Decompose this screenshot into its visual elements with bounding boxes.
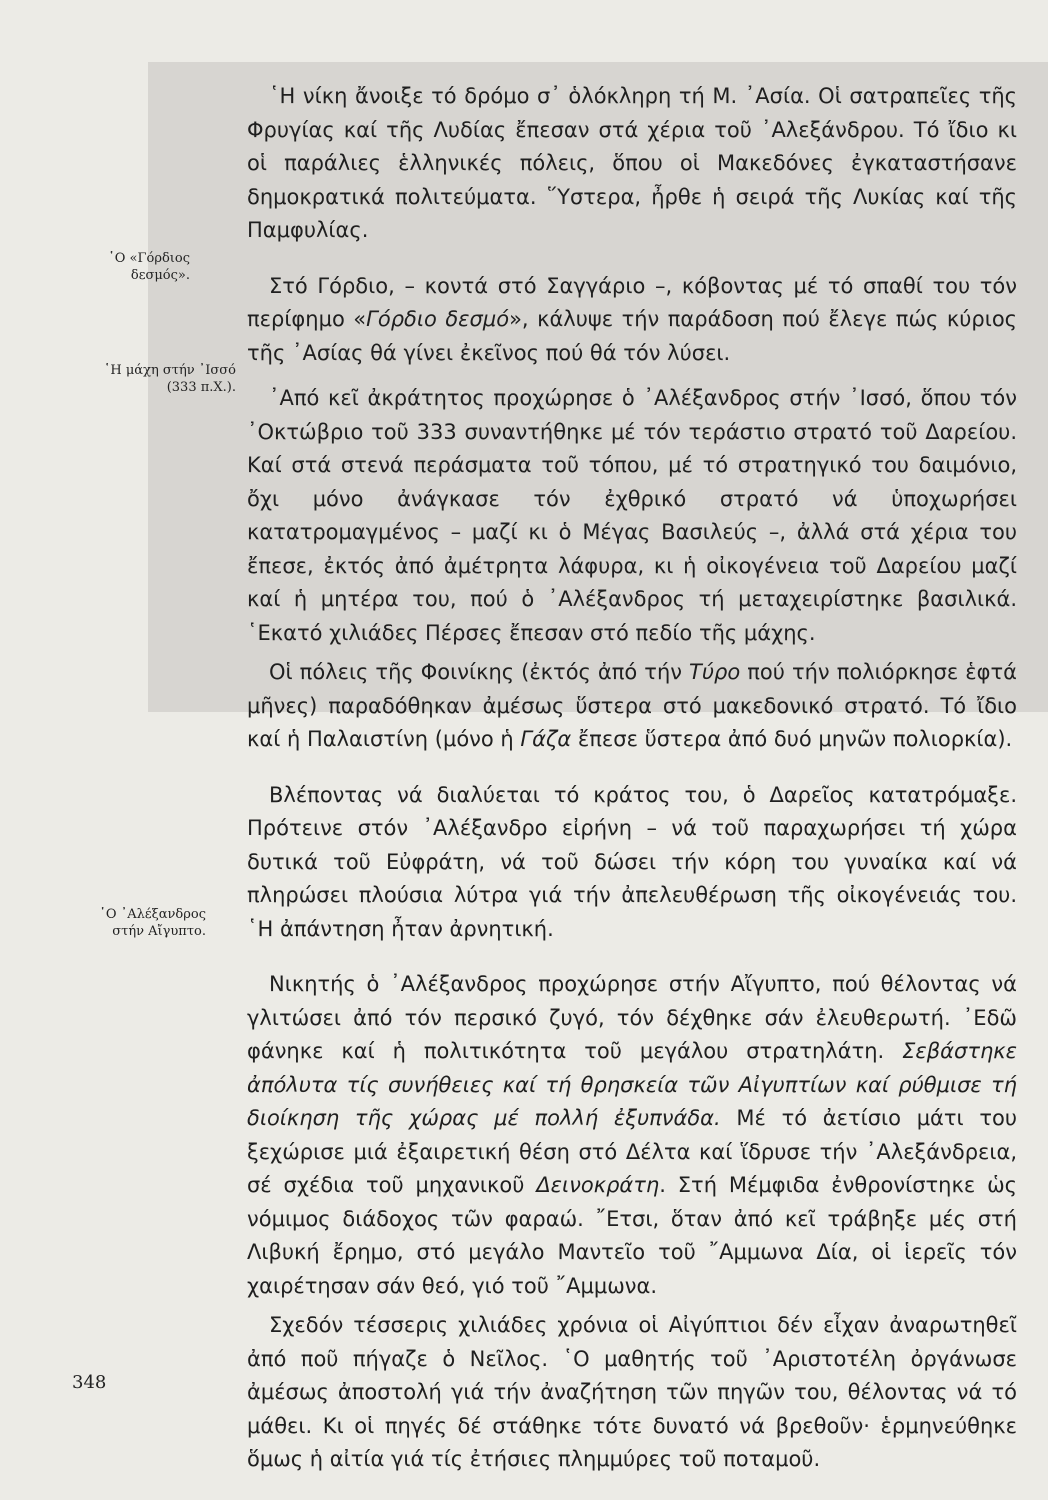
- paragraph-issus: ᾿Από κεῖ ἀκράτητος προχώρησε ὁ ᾿Αλέξανδρος στήν ᾿Ισσό, ὅπου τόν ᾿Οκτώβριο τοῦ 333 συναντήθηκε μέ τόν τεράστιο στρατό τοῦ Δαρείου. Καί στά στενά περάσματα τοῦ τόπου, μέ τό στρατηγικό του δαιμόνιο, ὄχι μόνο ἀνάγκασε τόν ἐχθρικό στρατό νά ὑποχωρήσει κατατρομαγμένος – μαζί κι ὁ Μέγας Βασιλεύς –, ἀλλά στά χέρια του ἔπεσε, ἐκτός ἀπό ἀμέτρητα λάφυρα, κι ἡ οἰκογένεια τοῦ Δαρείου μαζί καί ἡ μητέρα του, πού ὁ ᾿Αλέξανδρος τή μεταχειρίστηκε βασιλικά. ῾Εκατό χιλιάδες Πέρσες ἔπεσαν στό πεδίο τῆς μάχης.: [247, 386, 1017, 645]
- text-run: Μέ τό ἀετίσιο μάτι του ξεχώρισε μιά ἐξαιρετική θέση στό Δέλτα καί ἵδρυσε τήν ᾿Αλεξάνδρεια, σέ σχέδια τοῦ μηχανικοῦ: [247, 1106, 1017, 1197]
- main-text: [247, 80, 1017, 1477]
- paragraph-darius-offer: Βλέποντας νά διαλύεται τό κράτος του, ὁ Δαρεῖος κατατρόμαξε. Πρότεινε στόν ᾿Αλέξανδρο εἰρήνη – νά τοῦ παραχωρήσει τή χώρα δυτικά τοῦ Εὐφράτη, νά τοῦ δώσει τήν κόρη του γυναίκα καί νά πληρώσει πλούσια λύτρα γιά τήν ἀπελευθέρωση τῆς οἰκογένειάς του. ῾Η ἀπάντηση ἦταν ἀρνητική.: [247, 782, 1017, 941]
- text-run: Νικητής ὁ ᾿Αλέξανδρος προχώρησε στήν Αἴγυπτο, πού θέλοντας νά γλιτώσει ἀπό τόν περσικό ζυγό, τόν δέχθηκε σάν ἐλευθερωτή. ᾿Εδῶ φάνηκε καί ἡ πολιτικότητα τοῦ μεγάλου στρατηλάτη.: [247, 972, 1017, 1063]
- paragraph-asia-minor: ῾Η νίκη ἄνοιξε τό δρόμο σ᾿ ὁλόκληρη τή Μ. ᾿Ασία. Οἱ σατραπεῖες τῆς Φρυγίας καί τῆς Λυδίας ἔπεσαν στά χέρια τοῦ ᾿Αλεξάνδρου. Τό ἴδιο κι οἱ παράλιες ἑλληνικές πόλεις, ὅπου οἱ Μακεδόνες ἐγκαταστήσανε δημοκρατικά πολιτεύματα. ῞Υστερα, ἦρθε ἡ σειρά τῆς Λυκίας καί τῆς Παμφυλίας.: [247, 84, 1017, 242]
- emphasis-egypt-policy: Σεβάστηκε ἀπόλυτα τίς συνήθειες καί τή θρησκεία τῶν Αἰγυπτίων καί ρύθμισε τή διοίκηση τῆς χώρας μέ πολλή ἐξυπνάδα.: [247, 1039, 1017, 1130]
- text-run: », κάλυψε τήν παράδοση πού ἔλεγε πώς κύριος τῆς ᾿Ασίας θά γίνει ἐκεῖνος πού θά τόν λύσει.: [247, 307, 1017, 365]
- text-run: Στό Γόρδιο, – κοντά στό Σαγγάριο –, κόβοντας μέ τό σπαθί του τόν περίφημο «: [247, 273, 1017, 331]
- emphasis-deinocrates: Δεινοκράτη: [536, 1173, 660, 1197]
- paragraph-phoenicia: [247, 656, 1017, 757]
- sidenote-gordian-knot: ῾Ο «Γόρδιος δεσμός».: [108, 251, 190, 283]
- emphasis-gordian-knot: Γόρδιο δεσμό: [366, 307, 510, 331]
- sidenote-battle-of-issus: ῾Η μάχη στήν ᾿Ισσό (333 π.Χ.).: [103, 363, 236, 395]
- text-run: Οἱ πόλεις τῆς Φοινίκης (ἐκτός ἀπό τήν: [269, 660, 690, 684]
- paragraph-gordian-knot: [247, 270, 1017, 371]
- paragraph-egypt: [247, 968, 1017, 1303]
- text-run: . Στή Μέμφιδα ἐνθρονίστηκε ὡς νόμιμος διάδοχος τῶν φαραώ. ῎Ετσι, ὅταν ἀπό κεῖ τράβηξε μές στή Λιβυκή ἔρημο, στό μεγάλο Μαντεῖο τοῦ ῎Αμμωνα Δία, οἱ ἱερεῖς τόν χαιρέτησαν σάν θεό, γιό τοῦ ῎Αμμωνα.: [247, 1173, 1017, 1298]
- page-number: 348: [72, 1372, 107, 1393]
- emphasis-gaza: Γάζα: [520, 727, 572, 751]
- emphasis-tyre: Τύρο: [689, 660, 741, 684]
- paragraph-nile: Σχεδόν τέσσερις χιλιάδες χρόνια οἱ Αἰγύπτιοι δέν εἶχαν ἀναρωτηθεῖ ἀπό ποῦ πήγαζε ὁ Νεῖλος. ῾Ο μαθητής τοῦ ᾿Αριστοτέλη ὀργάνωσε ἀμέσως ἀποστολή γιά τήν ἀναζήτηση τῶν πηγῶν του, θέλοντας νά τό μάθει. Κι οἱ πηγές δέ στάθηκε τότε δυνατό νά βρεθοῦν· ἑρμηνεύθηκε ὅμως ἡ αἰτία γιά τίς ἐτήσιες πλημμύρες τοῦ ποταμοῦ.: [247, 1313, 1017, 1471]
- sidenote-alexander-in-egypt: ῾Ο ᾿Αλέξανδρος στήν Αἴγυπτο.: [99, 907, 206, 939]
- text-run: πού τήν πολιόρκησε ἑφτά μῆνες) παραδόθηκαν ἀμέσως ὕστερα στό μακεδονικό στρατό. Τό ἴδιο καί ἡ Παλαιστίνη (μόνο ἡ: [247, 660, 1017, 751]
- text-run: ἔπεσε ὕστερα ἀπό δυό μηνῶν πολιορκία).: [571, 727, 1013, 751]
